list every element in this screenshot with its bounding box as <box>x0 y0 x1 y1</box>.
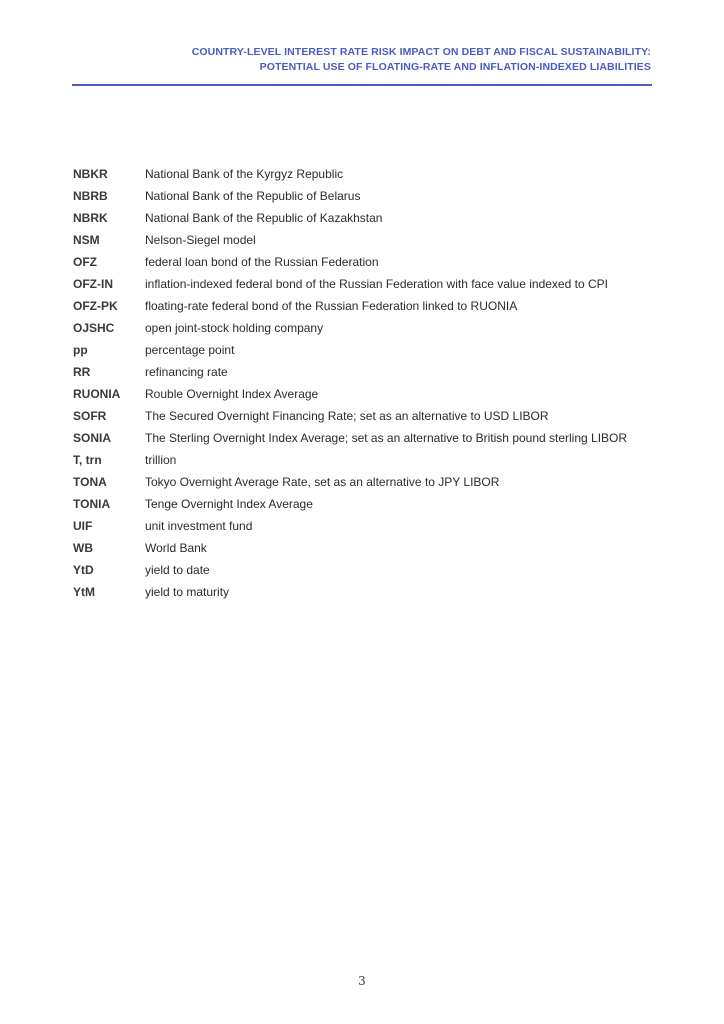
page-number: 3 <box>358 974 366 988</box>
abbreviation-definition: National Bank of the Kyrgyz Republic <box>145 167 344 181</box>
abbreviation-definition: refinancing rate <box>145 365 228 379</box>
abbreviation-term: NBRB <box>73 189 108 203</box>
abbreviation-term: NBKR <box>73 167 108 181</box>
abbreviation-term: SONIA <box>73 431 112 445</box>
abbreviation-term: pp <box>73 343 88 357</box>
abbreviation-row <box>73 298 663 314</box>
abbreviation-row <box>73 540 663 556</box>
abbreviation-term: OJSHC <box>73 321 115 335</box>
abbreviation-definition: percentage point <box>145 343 235 357</box>
abbreviation-definition: National Bank of the Republic of Kazakhstan <box>145 211 383 225</box>
abbreviation-row <box>73 166 663 182</box>
abbreviation-term: YtD <box>73 563 94 577</box>
abbreviation-row <box>73 342 663 358</box>
abbreviation-definition: Tenge Overnight Index Average <box>145 497 313 511</box>
abbreviation-row <box>73 496 663 512</box>
abbreviation-term: T, trn <box>73 453 102 467</box>
abbreviation-term: UIF <box>73 519 93 533</box>
abbreviation-definition: National Bank of the Republic of Belarus <box>145 189 361 203</box>
abbreviation-row <box>73 584 663 600</box>
header-divider <box>72 84 652 86</box>
abbreviation-term: OFZ-PK <box>73 299 118 313</box>
abbreviation-definition: World Bank <box>145 541 207 555</box>
abbreviation-row <box>73 408 663 424</box>
abbreviation-row <box>73 320 663 336</box>
abbreviation-term: OFZ-IN <box>73 277 113 291</box>
abbreviation-term: YtM <box>73 585 95 599</box>
abbreviation-term: TONIA <box>73 497 111 511</box>
abbreviation-row <box>73 518 663 534</box>
abbreviation-term: WB <box>73 541 93 555</box>
running-header-line-2: POTENTIAL USE OF FLOATING-RATE AND INFLATION-INDEXED LIABILITIES <box>259 61 651 73</box>
abbreviation-row <box>73 364 663 380</box>
abbreviation-definition: The Sterling Overnight Index Average; set as an alternative to British pound sterling LIBOR <box>145 431 628 445</box>
abbreviation-term: NSM <box>73 233 100 247</box>
abbreviation-row <box>73 562 663 578</box>
abbreviation-row <box>73 210 663 226</box>
abbreviation-term: SOFR <box>73 409 107 423</box>
abbreviation-definition: Rouble Overnight Index Average <box>145 387 319 401</box>
abbreviation-term: RUONIA <box>73 387 121 401</box>
abbreviation-row <box>73 276 663 292</box>
abbreviation-row <box>73 188 663 204</box>
abbreviations-list <box>73 166 663 606</box>
abbreviation-term: OFZ <box>73 255 97 269</box>
abbreviation-definition: yield to date <box>145 563 210 577</box>
abbreviation-row <box>73 452 663 468</box>
abbreviation-row <box>73 254 663 270</box>
abbreviation-definition: open joint-stock holding company <box>145 321 324 335</box>
running-header <box>71 45 651 75</box>
abbreviation-term: RR <box>73 365 91 379</box>
abbreviation-definition: yield to maturity <box>145 585 230 599</box>
abbreviation-definition: federal loan bond of the Russian Federation <box>145 255 379 269</box>
abbreviation-term: TONA <box>73 475 107 489</box>
abbreviation-definition: inflation-indexed federal bond of the Russian Federation with face value indexed to CPI <box>145 277 608 291</box>
abbreviation-term: NBRK <box>73 211 108 225</box>
abbreviation-row <box>73 474 663 490</box>
abbreviation-row <box>73 232 663 248</box>
abbreviation-row <box>73 430 663 446</box>
abbreviation-definition: Tokyo Overnight Average Rate, set as an alternative to JPY LIBOR <box>145 475 500 489</box>
running-header-line-1: COUNTRY-LEVEL INTEREST RATE RISK IMPACT ON DEBT AND FISCAL SUSTAINABILITY: <box>191 46 651 58</box>
abbreviation-definition: Nelson-Siegel model <box>145 233 256 247</box>
abbreviation-definition: trillion <box>145 453 177 467</box>
abbreviation-definition: floating-rate federal bond of the Russian Federation linked to RUONIA <box>145 299 518 313</box>
abbreviation-row <box>73 386 663 402</box>
abbreviation-definition: unit investment fund <box>145 519 253 533</box>
abbreviation-definition: The Secured Overnight Financing Rate; set as an alternative to USD LIBOR <box>145 409 549 423</box>
